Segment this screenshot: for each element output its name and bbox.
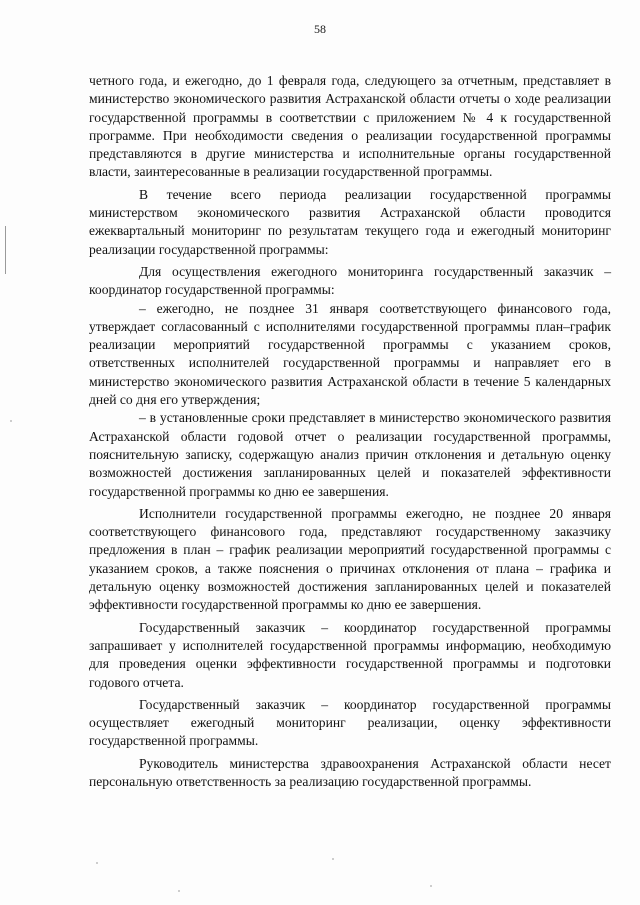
scan-speck xyxy=(178,890,180,892)
scan-margin-mark xyxy=(5,226,6,274)
paragraph-annual-report-item: – в установленные сроки представляет в министерство экономического развития Астраханской области годовой отчет о реализации государственной программы, пояснительную записку, содержащую анализ причин отклонения и детальную оценку возможностей достижения запланированных целей и показателей эффективности государственной программы ко дню ее завершения. xyxy=(89,410,611,499)
scan-speck xyxy=(10,420,12,422)
paragraph-executors-proposals: Исполнители государственной программы ежегодно, не позднее 20 января соответствующего финансового года, представляют государственному заказчику предложения в план – график реализации мероприятий государственной программы с указанием сроков, а также пояснения о причинах отклонения от плана – графика и детальную оценку возможностей достижения запланированных целей и показателей эффективности государственной программы ко дню ее завершения. xyxy=(89,505,611,613)
paragraph-quarterly-monitoring: В течение всего периода реализации государственной программы министерством экономического развития Астраханской области проводится ежеквартальный мониторинг по результатам текущего года и ежегодный мониторинг реализации государственной программы: xyxy=(89,186,611,257)
paragraph-personal-responsibility: Руководитель министерства здравоохранения Астраханской области несет персональную ответственность за реализацию государственной программы. xyxy=(89,755,611,789)
paragraph-plan-schedule-item: – ежегодно, не позднее 31 января соответствующего финансового года, утверждает согласованный с исполнителями государственной программы план–график реализации мероприятий государственной программы с указанием сроков, ответственных исполнителей государственной программы и направляет его в министерство экономического развития Астраханской области в течение 5 календарных дней со дня его утверждения; xyxy=(89,300,611,408)
page-number: 58 xyxy=(314,22,326,36)
scan-speck xyxy=(332,858,334,860)
paragraph-reporting-deadline: четного года, и ежегодно, до 1 февраля года, следующего за отчетным, представляет в министерство экономического развития Астраханской области отчеты о ходе реализации государственной программы в соответствии с приложением № 4 к государственной программе. При необходимости сведения о реализации государственной программы представляются в другие министерства и исполнительные органы государственной власти, заинтересованные в реализации государственной программы. xyxy=(89,73,611,180)
paragraph-annual-monitoring-intro: Для осуществления ежегодного мониторинга государственный заказчик – координатор государственной программы: xyxy=(89,263,611,298)
document-body xyxy=(89,72,611,791)
scan-speck xyxy=(430,885,432,887)
scan-speck xyxy=(96,862,98,864)
paragraph-customer-requests-info: Государственный заказчик – координатор государственной программы запрашивает у исполнителей государственной программы информацию, необходимую для проведения оценки эффективности государственной программы и подготовки годового отчета. xyxy=(89,619,611,690)
paragraph-customer-monitoring: Государственный заказчик – координатор государственной программы осуществляет ежегодный мониторинг реализации, оценку эффективности государственной программы. xyxy=(89,696,611,749)
